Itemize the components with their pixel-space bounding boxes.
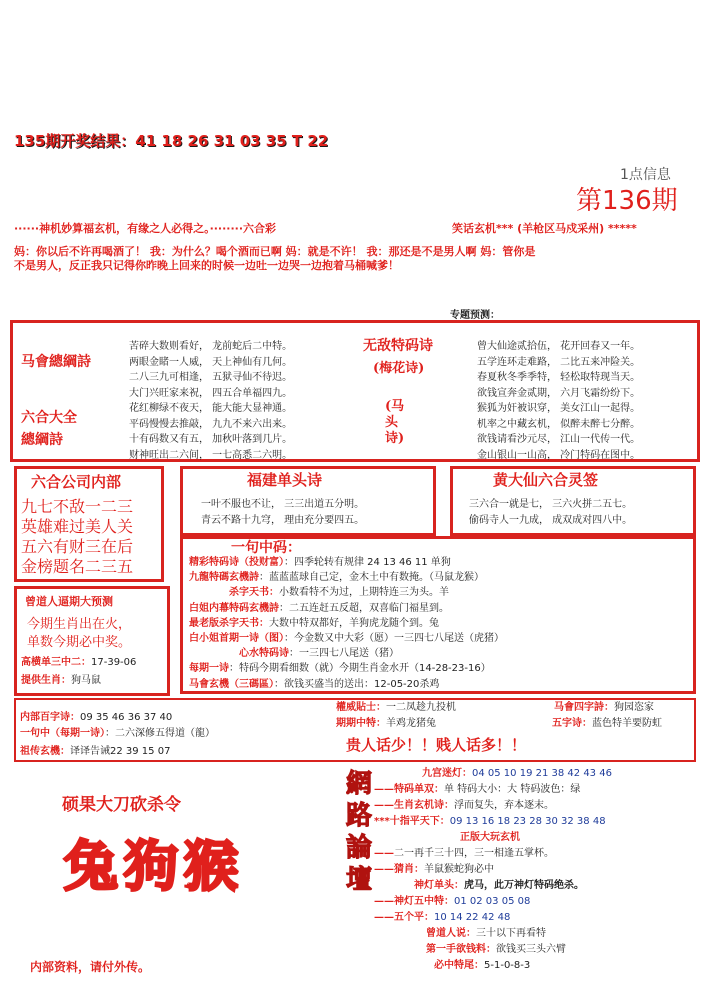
slogan-left: ······神机妙算福玄机，有缘之人必得之。········六合彩	[14, 222, 277, 235]
zengdao-value-b: 狗马鼠	[71, 675, 101, 686]
center-title: 一句中码：	[231, 540, 301, 556]
fujian-line-2: 青云不路十九穹， 理由充分要四五。	[201, 515, 365, 526]
poem-right-line: 曾大仙途贰拾伍， 花开回春又一年。	[477, 341, 641, 352]
poem-left-line: 平码慢慢去推敲， 九九不来六出来。	[129, 418, 293, 430]
lower-big-text: 兔狗猴	[64, 834, 244, 898]
huang-box	[450, 466, 696, 536]
center-item: 每期一诗：特码今期看细数（就）今期生肖金水开（14-28-23-16）	[189, 663, 491, 675]
center-item: 杀字天书：小数看特不为过，上期特连三为头。羊	[229, 587, 449, 599]
lower-footer: 内部资料，请付外传。	[30, 960, 151, 974]
label-liuhe-1: 六合大全	[21, 410, 77, 426]
poem-right-line: 机率之中藏玄机， 似醉未醉七分醉。	[477, 418, 641, 430]
center-item: 九龍特碼玄機詩：蓝蓝蓝球自己定，金木土中有数掩。（马鼠龙猴）	[189, 572, 484, 584]
forum-item: ——五个平：10 14 22 42 48	[374, 912, 511, 923]
bottom-left-row-a: 内部百字诗：09 35 46 36 37 40	[20, 712, 173, 723]
zengdao-label-a: 高横单三中二：	[21, 657, 91, 668]
bottom-center-row-b: 期期中特：羊鸡龙猪兔	[336, 718, 436, 729]
bottom-right-row-a: 马會四字詩：狗园恣家	[554, 702, 654, 713]
bottom-left-row-b: 一句中（每期一诗）：二六深修五得道（龍）	[20, 728, 215, 739]
fujian-box	[180, 466, 436, 536]
center-poem-sub: (梅花诗)	[373, 361, 425, 376]
joke-line-1: 妈：你以后不许再喝酒了！ 我：为什么？喝个酒而已啊 妈：就是不许！ 我：那还是不是男人啊 妈：管你是	[14, 245, 536, 258]
company-row: 九七不敌一二三	[21, 497, 134, 516]
poem-right-line: 金山银山一山高， 冷门特码在图中。	[477, 449, 641, 461]
center-item: 白姐内幕特码玄機詩：二五连赶五反超，双喜临门福星到。	[189, 602, 449, 614]
center-item: 白小姐首期一诗（图）：今金数又中大彩（愿）一三四七八尾送（虎猪）	[189, 633, 504, 645]
forum-vertical-title: 網路論壇	[345, 769, 372, 895]
center-item: 马會玄機（三碼區）：欲钱买盛当的送出：12-05-20杀鸡	[189, 678, 440, 690]
result-line: 135期开奖结果：41 18 26 31 03 35 T 22	[14, 132, 329, 150]
company-rows	[21, 497, 133, 577]
company-title: 六合公司内部	[31, 473, 122, 491]
forum-item: ***十指平天下：09 13 16 18 23 28 30 32 38 48	[374, 816, 606, 827]
forum-item: 第一手欲钱料：欲钱买三头六臂	[426, 944, 566, 955]
huang-line-1: 三六合一就是七， 三六火拼二五七。	[469, 499, 633, 510]
poem-left-line: 财神旺出二六间， 一七高悉二六明。	[129, 449, 293, 461]
info-label: 1点信息	[620, 167, 671, 183]
huang-line-2: 偷码寺人一九成， 成双成对四八中。	[469, 515, 633, 526]
forum-item: 九宫迷灯：04 05 10 19 21 38 42 43 46	[422, 768, 612, 779]
zengdao-label-b: 提供生肖：	[21, 675, 71, 686]
bottom-right-row-b: 五字诗：蓝色特羊要防虹	[552, 718, 662, 729]
slogan-right: 笑话玄机*** (羊枪区马戍采州) *****	[452, 222, 637, 235]
poem-left-line: 苦碎大数则看好， 龙前蛇后二中特。	[129, 341, 293, 352]
poem-left-line: 大门兴旺家来祝， 四五合单福四九。	[129, 387, 293, 399]
lower-banner: 硕果大刀砍杀令	[62, 795, 181, 815]
poem-right	[477, 339, 640, 463]
company-row: 英雄难过美人关	[21, 517, 134, 536]
poem-right-line: 欲钱请看沙元尽， 江山一代传一代。	[477, 434, 641, 445]
label-liuhe-2: 總綱詩	[21, 432, 63, 448]
forum-item: ——神灯五中特：01 02 03 05 08	[374, 896, 531, 907]
center-items	[189, 555, 504, 692]
fujian-title: 福建单头诗	[247, 471, 323, 489]
huang-title: 黄大仙六合灵签	[493, 471, 599, 489]
period-number: 第136期	[576, 186, 678, 216]
poem-left-line: 两眼金睹一人威， 天上神仙有几何。	[129, 356, 293, 368]
forum-item: ——猜肖：羊鼠猴蛇狗必中	[374, 864, 494, 875]
zengdao-line-1: 今期生肖出在火，	[27, 617, 132, 632]
top-poem-box	[10, 320, 700, 462]
forum-item: 曾道人说：三十以下再看特	[426, 928, 546, 939]
bottom-center-row-a: 權威貼士：一二凤趁九投机	[336, 702, 456, 713]
center-item: 精彩特码诗（投财富）：四季轮转有规律 24 13 46 11 单狗	[189, 557, 451, 568]
zengdao-row-a	[21, 653, 136, 668]
poem-left-line: 二八三九可相逢， 五狱寻仙不待迟。	[129, 372, 293, 383]
forum-item: 神灯单头：虎马，此万神灯特码绝杀。	[414, 880, 584, 891]
prediction-label: 专题预测：	[450, 310, 500, 321]
company-row: 金榜题名二三五	[21, 557, 134, 576]
center-poem-vertical: (马头诗)	[385, 399, 405, 446]
forum-item: 必中特尾：5-1-0-8-3	[434, 960, 531, 971]
forum-item: ——生肖玄机诗：浮而复失，弃本逐末。	[374, 800, 554, 811]
bottom-left-row-c: 祖传玄機：译译告诫22 39 15 07	[20, 746, 171, 757]
forum-item: 正版大玩玄机	[460, 832, 520, 843]
forum-items	[374, 766, 612, 974]
center-item: 最老版杀字天书：大数中特双都好，羊狗虎龙随个到。兔	[189, 617, 439, 629]
bottom-slogan: 贵人话少！！贱人话多！！	[346, 736, 527, 754]
poem-right-line: 春夏秋冬季季特， 轻松取特现当天。	[477, 372, 641, 383]
forum-item: ——二一再千三十四，三一相逢五掌杯。	[374, 848, 554, 859]
company-box	[14, 466, 164, 582]
label-mahui: 马會總綱詩	[21, 354, 91, 370]
zengdao-title: 曾道人逼期大预测	[25, 595, 113, 608]
bottom-strip	[14, 698, 696, 762]
forum-item: ——特码单双：单 特码大小：大 特码波色：绿	[374, 784, 581, 795]
center-poem-title: 无敌特码诗	[363, 338, 433, 354]
center-box	[180, 536, 696, 694]
poem-left-line: 花红柳绿不夜天， 能大能大显神通。	[129, 403, 293, 414]
zengdao-value-a: 17-39-06	[91, 657, 137, 668]
fujian-line-1: 一叶不服也不让， 三三出道五分明。	[201, 499, 365, 510]
poem-left-line: 十有码数又有五， 加秋叶落到几片。	[129, 434, 293, 445]
company-row: 五六有财三在后	[21, 537, 134, 556]
poem-right-line: 猴狐为奸被识穿， 美女江山一起得。	[477, 403, 641, 414]
joke-line-2: 不是男人，反正我只记得你昨晚上回来的时候一边吐一边哭一边抱着马桶喊爹！	[14, 259, 399, 272]
poem-right-line: 五学连环走难路， 二比五来冲险关。	[477, 356, 641, 368]
center-item: 心水特码诗：一三四七八尾送（猪）	[239, 648, 399, 660]
poem-right-line: 欲钱宣奔金贰期， 六月飞霜纷纷下。	[477, 387, 641, 399]
zengdao-line-2: 单数今期必中奖。	[27, 635, 132, 650]
zengdao-box	[14, 586, 170, 696]
zengdao-row-b	[21, 671, 101, 686]
poem-left	[129, 339, 292, 463]
